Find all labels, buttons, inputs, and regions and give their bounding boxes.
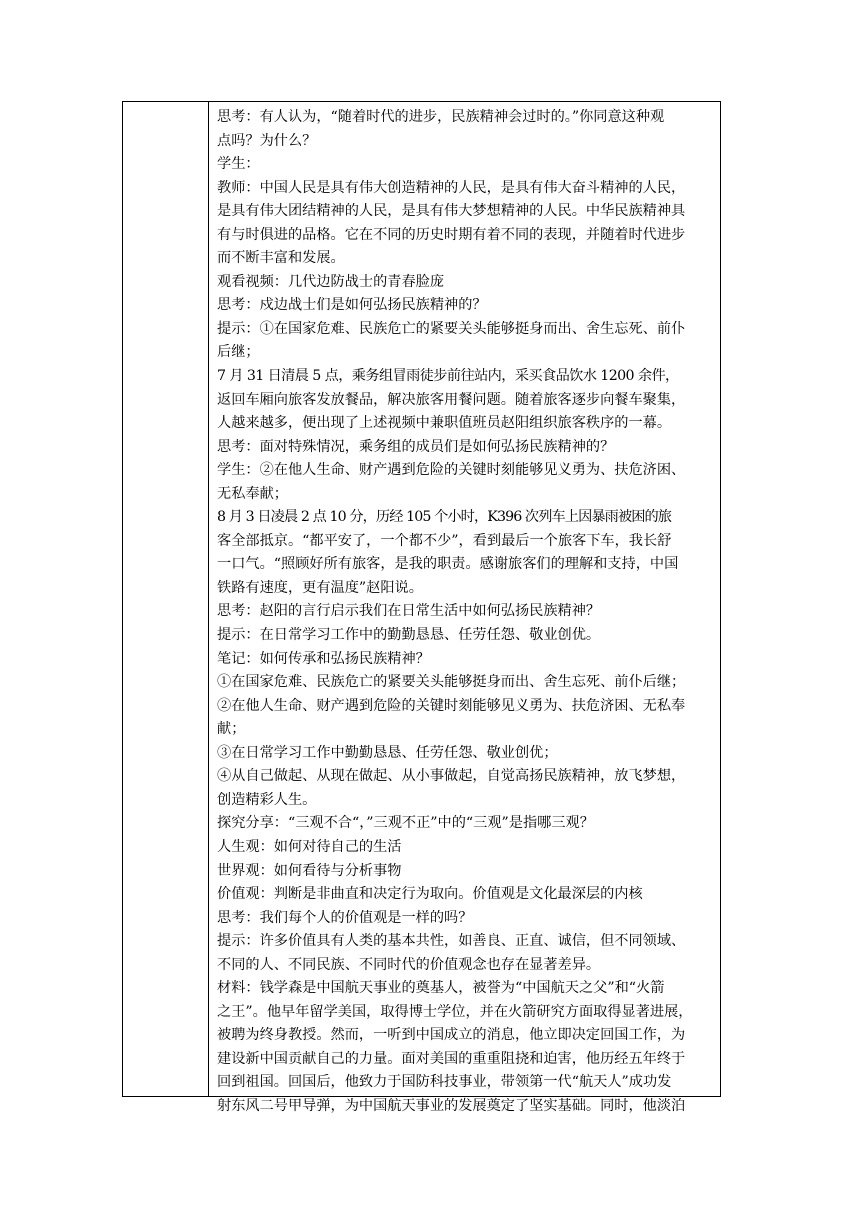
text-line: 探究分享：“三观不合“，”三观不正”中的“三观”是指哪三观？ <box>217 815 594 832</box>
text-line: 思考：我们每个人的价值观是一样的吗？ <box>217 909 473 926</box>
text-line: 思考：有人认为，“随着时代的进步，民族精神会过时的。”你同意这种观 <box>217 109 665 125</box>
text-line: 射东风二号甲导弹，为中国航天事业的发展奠定了坚实基础。同时，他淡泊 <box>217 1097 686 1114</box>
text-line: 世界观：如何看待与分析事物 <box>217 862 402 879</box>
text-line: 价值观：判断是非曲直和决定行为取向。价值观是文化最深层的内核 <box>217 886 643 903</box>
text-line: 创造精彩人生。 <box>217 791 317 808</box>
text-line: ②在他人生命、财产遇到危险的关键时刻能够见义勇为、扶危济困、无私奉 <box>217 697 686 714</box>
text-line: 之王”。他早年留学美国，取得博士学位，并在火箭研究方面取得显著进展， <box>217 1003 693 1020</box>
text-line: 思考：面对特殊情况，乘务组的成员们是如何弘扬民族精神的？ <box>217 438 615 455</box>
text-line: 铁路有速度，更有温度”赵阳说。 <box>217 579 423 596</box>
text-line: 思考：戍边战士们是如何弘扬民族精神的？ <box>217 297 487 314</box>
text-line: 献； <box>217 721 246 738</box>
text-line: 无私奉献； <box>217 485 288 502</box>
text-line: 8 月 3 日凌晨 2 点 10 分，历经 105 个小时，K396 次列车上因暴雨被困的旅 <box>217 509 672 526</box>
text-line: 7 月 31 日清晨 5 点，乘务组冒雨徒步前往站内，采买食品饮水 1200 余件， <box>217 368 679 385</box>
text-line: ④从自己做起、从现在做起、从小事做起，自觉高扬民族精神，放飞梦想， <box>217 768 686 785</box>
text-line: 材料：钱学森是中国航天事业的奠基人，被誉为“中国航天之父”和“火箭 <box>217 980 665 997</box>
text-line: 学生：②在他人生命、财产遇到危险的关键时刻能够见义勇为、扶危济困、 <box>217 462 686 479</box>
text-line: ③在日常学习工作中勤勤恳恳、任劳任怨、敬业创优； <box>217 744 558 761</box>
text-line: 后继； <box>217 344 260 361</box>
text-line: 提示：①在国家危难、民族危亡的紧要关头能够挺身而出、舍生忘死、前仆 <box>217 320 686 337</box>
text-line: 有与时俱进的品格。它在不同的历史时期有着不同的表现，并随着时代进步 <box>217 226 686 243</box>
text-line: ①在国家危难、民族危亡的紧要关头能够挺身而出、舍生忘死、前仆后继； <box>217 674 686 691</box>
text-line: 提示：许多价值具有人类的基本共性，如善良、正直、诚信，但不同领域、 <box>217 933 686 950</box>
table-content-cell <box>209 102 720 1114</box>
text-line: 不同的人、不同民族、不同时代的价值观念也存在显著差异。 <box>217 956 601 973</box>
text-line: 是具有伟大团结精神的人民，是具有伟大梦想精神的人民。中华民族精神具 <box>217 203 686 220</box>
text-line: 建设新中国贡献自己的力量。面对美国的重重阻挠和迫害，他历经五年终于 <box>217 1050 686 1067</box>
text-line: 学生： <box>217 156 260 173</box>
text-line: 一口气。“照顾好所有旅客，是我的职责。感谢旅客们的理解和支持，中国 <box>217 556 679 573</box>
lesson-table <box>122 101 721 1114</box>
text-line: 教师：中国人民是具有伟大创造精神的人民，是具有伟大奋斗精神的人民， <box>217 179 686 196</box>
table-left-column <box>123 102 209 1096</box>
text-line: 回到祖国。回国后，他致力于国防科技事业，带领第一代“航天人”成功发 <box>217 1074 672 1091</box>
text-line: 点吗？为什么？ <box>217 132 317 149</box>
text-line: 思考：赵阳的言行启示我们在日常生活中如何弘扬民族精神？ <box>217 603 601 620</box>
text-line: 而不断丰富和发展。 <box>217 250 345 267</box>
text-line: 客全部抵京。“都平安了，一个都不少”，看到最后一个旅客下车，我长舒 <box>217 532 672 549</box>
text-line: 被聘为终身教授。然而，一听到中国成立的消息，他立即决定回国工作，为 <box>217 1027 686 1044</box>
text-line: 提示：在日常学习工作中的勤勤恳恳、任劳任怨、敬业创优。 <box>217 627 601 644</box>
text-line: 笔记：如何传承和弘扬民族精神？ <box>217 650 430 667</box>
text-line: 返回车厢向旅客发放餐品，解决旅客用餐问题。随着旅客逐步向餐车聚集， <box>217 391 686 408</box>
text-line: 人生观：如何对待自己的生活 <box>217 838 402 855</box>
text-line: 人越来越多，便出现了上述视频中兼职值班员赵阳组织旅客秩序的一幕。 <box>217 415 672 432</box>
text-line: 观看视频：几代边防战士的青春脸庞 <box>217 273 445 290</box>
